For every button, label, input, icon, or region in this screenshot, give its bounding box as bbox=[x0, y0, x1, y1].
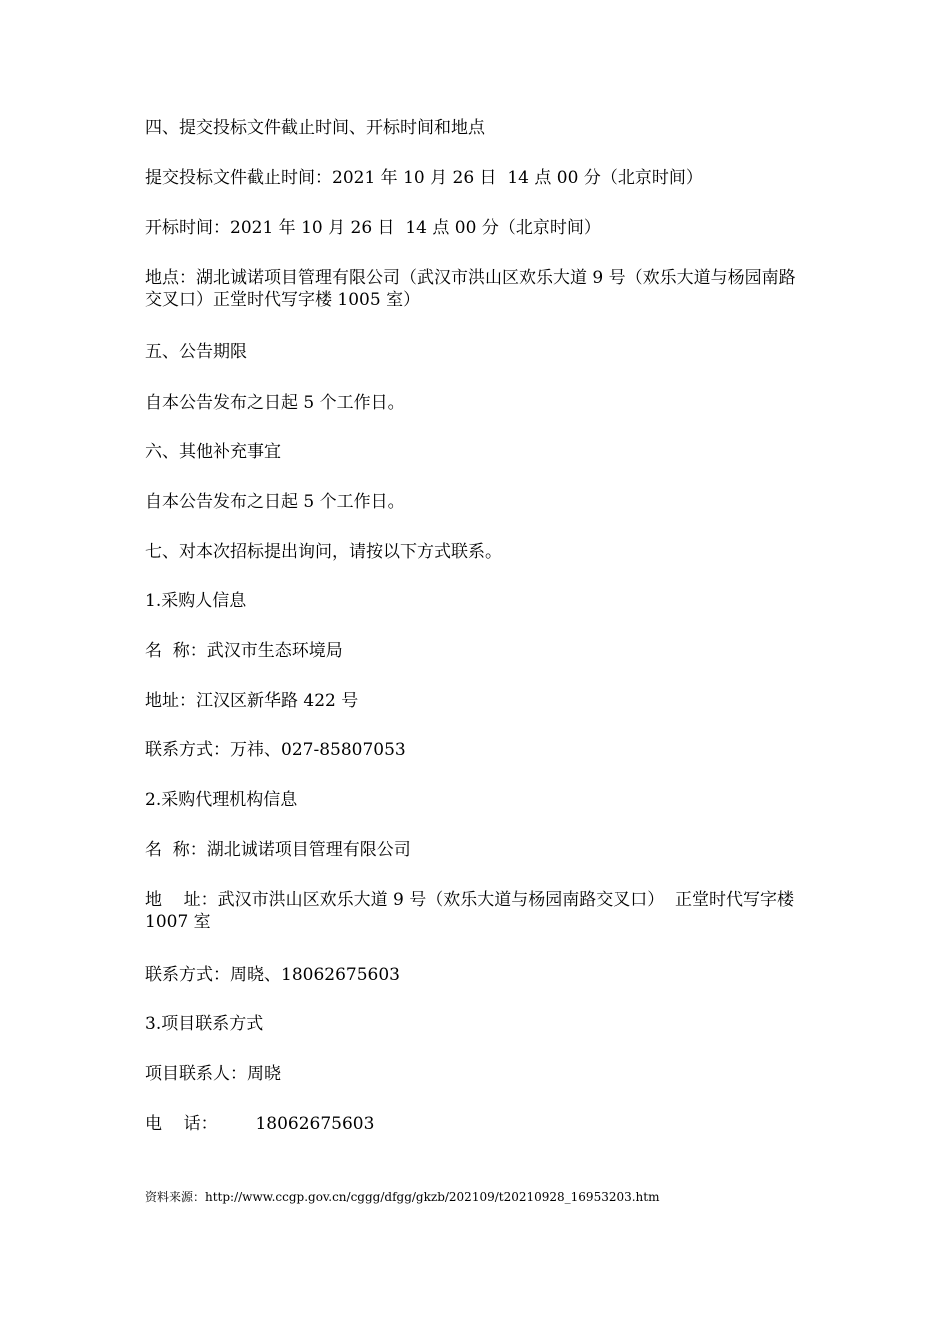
other-matters-text: 自本公告发布之日起 5 个工作日。 bbox=[145, 492, 405, 512]
bid-deadline-text: 提交投标文件截止时间：2021 年 10 月 26 日 14 点 00 分（北京时间） bbox=[145, 168, 703, 188]
agency-contact-text: 联系方式：周晓、18062675603 bbox=[145, 965, 400, 985]
agency-address-text: 地 址：武汉市洪山区欢乐大道 9 号（欢乐大道与杨园南路交叉口） 正堂时代写字楼 1007 室 bbox=[145, 890, 800, 932]
section-heading-notice-period: 五、公告期限 bbox=[145, 342, 247, 362]
purchaser-name-text: 名 称：武汉市生态环境局 bbox=[145, 641, 343, 661]
notice-period-text: 自本公告发布之日起 5 个工作日。 bbox=[145, 393, 405, 413]
purchaser-info-heading: 1.采购人信息 bbox=[145, 591, 247, 611]
project-phone-text: 电 话： 18062675603 bbox=[145, 1114, 375, 1134]
source-reference: 资料来源：http://www.ccgp.gov.cn/cggg/dfgg/gkzb/202109/t20210928_16953203.htm bbox=[145, 1190, 660, 1204]
bid-location-text: 地点：湖北诚诺项目管理有限公司（武汉市洪山区欢乐大道 9 号（欢乐大道与杨园南路交叉口）正堂时代写字楼 1005 室） bbox=[145, 268, 796, 310]
bid-opening-time-text: 开标时间：2021 年 10 月 26 日 14 点 00 分（北京时间） bbox=[145, 218, 601, 238]
project-contact-heading: 3.项目联系方式 bbox=[145, 1014, 264, 1034]
section-heading-contact: 七、对本次招标提出询问，请按以下方式联系。 bbox=[145, 542, 502, 562]
agency-name-text: 名 称：湖北诚诺项目管理有限公司 bbox=[145, 840, 411, 860]
section-heading-deadline: 四、提交投标文件截止时间、开标时间和地点 bbox=[145, 118, 485, 138]
section-heading-other-matters: 六、其他补充事宜 bbox=[145, 442, 281, 462]
project-contact-person-text: 项目联系人：周晓 bbox=[145, 1064, 281, 1084]
agency-info-heading: 2.采购代理机构信息 bbox=[145, 790, 298, 810]
purchaser-address-text: 地址：江汉区新华路 422 号 bbox=[145, 691, 359, 711]
purchaser-contact-text: 联系方式：万祎、027-85807053 bbox=[145, 740, 406, 760]
